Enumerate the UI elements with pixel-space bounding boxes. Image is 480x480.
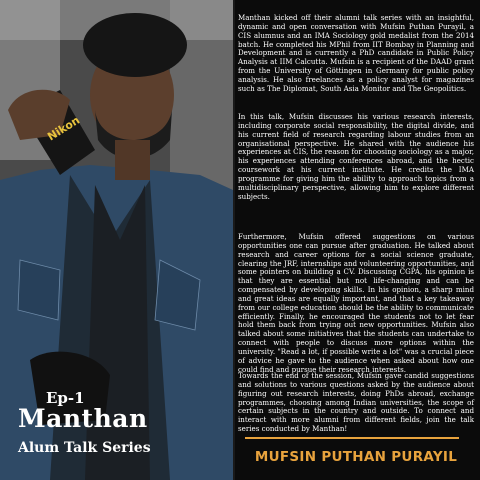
speaker-name: MUFSIN PUTHAN PURAYIL bbox=[254, 449, 458, 465]
article-panel bbox=[238, 0, 474, 480]
paragraph-intro: Manthan kicked off their alumni talk series with an insightful, dynamic and open conversation with Mufsin Puthan Purayil, a CIS alumnus and an IMA Sociology gold medalist from the 2014 batch. He completed his MPhil from IIT Bombay in Planning and Development and is currently a PhD candidate in Public Policy Analysis at IIM Calcutta. Mufsin is a recipient of the DAAD grant from the University of Göttingen in Germany for public policy analysis. He also freelances as a policy analyst for magazines such as The Diplomat, South Asia Monitor and The Geopolitics. bbox=[238, 13, 474, 93]
camera-brand: Nikon bbox=[45, 113, 83, 144]
episode-title-block bbox=[18, 390, 151, 456]
paragraph-closing: Towards the end of the session, Mufsin gave candid suggestions and solutions to various questions asked by the audience about figuring out research interests, doing PhDs abroad, exchange programmes, choosing among Indian universities, the scope of certain subjects in the country and outside. To connect and interact with more alumni from different fields, join the talk series conducted by Manthan! bbox=[238, 371, 474, 434]
panel-divider bbox=[233, 0, 235, 480]
series-name: Alum Talk Series bbox=[18, 440, 151, 456]
show-title: Manthan bbox=[18, 404, 148, 433]
accent-rule bbox=[245, 437, 459, 439]
paragraph-suggestions: Furthermore, Mufsin offered suggestions on various opportunities one can pursue after graduation. He talked about research and career options for a social science graduate, clearing the JRF, internships and volunteering opportunities, and some pointers on building a CV. Discussing CGPA, his opinion is that they are essential but not life-changing and can be compensated by developing skills. In his opinion, a sharp mind and great ideas are equally important, and that a key takeaway from our college education should be the ability to communicate efficiently. Finally, he encouraged the students not to let fear hold them back from trying out new opportunities. Mufsin also talked about some initiatives that the students can undertake to connect with people to discuss more options within the university. "Read a lot, if possible write a lot" was a crucial piece of advice he gave to the audience when asked about how one could find and pursue their research interests. bbox=[238, 232, 474, 374]
episode-number: Ep-1 bbox=[46, 389, 85, 407]
paragraph-research: In this talk, Mufsin discusses his various research interests, including corporate social responsibility, the digital divide, and his current field of research regarding labour studies from an organisational perspective. He shared with the audience his experiences at CIS, the reason for choosing sociology as a major, his experiences attending conferences abroad, and the hectic coursework at his current institute. He credits the IMA programme for giving him the ability to approach topics from a multidisciplinary perspective, allowing him to explore different subjects. bbox=[238, 112, 474, 201]
speaker-photo-panel bbox=[0, 0, 233, 480]
